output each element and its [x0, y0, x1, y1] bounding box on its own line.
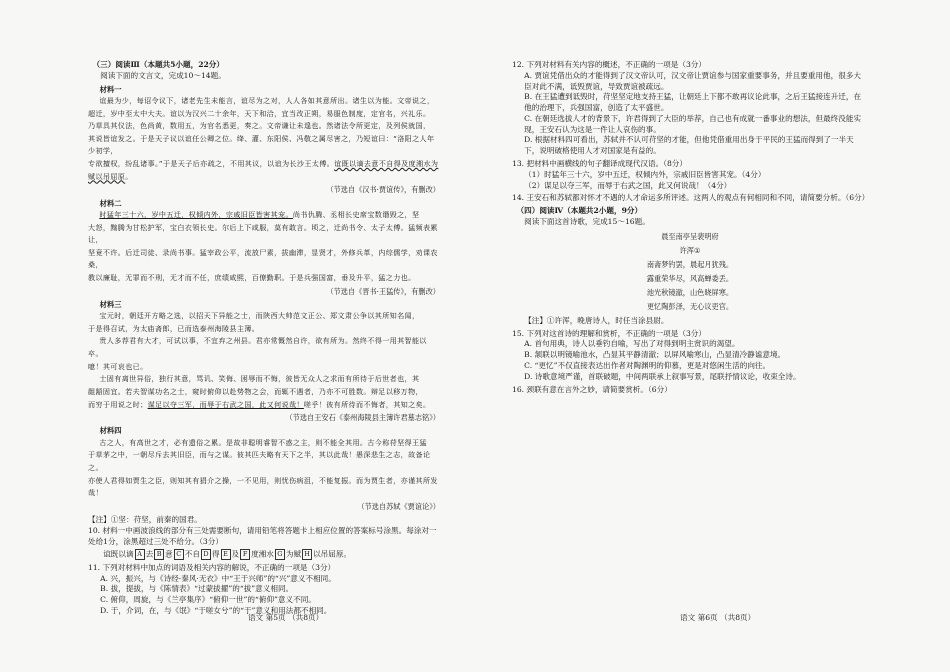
material-3-text — [88, 310, 440, 411]
question-15-stem: 15. 下列对这首诗的理解和赏析，不正确的一项是（3分） — [512, 328, 706, 338]
answer-box-b[interactable]: B — [154, 549, 164, 560]
wavy-underline-passage: 谊既以谪去意不自得及度湘水为赋以吊屈原 — [88, 159, 439, 181]
page-6-column — [512, 60, 868, 395]
instructions-3: 阅读下面的文言文，完成10～14题。 — [100, 70, 226, 80]
material-2-text — [88, 209, 440, 285]
underlined-sentence-1: 时猛年三十六，岁中五迁，权倾内外，宗戚旧臣皆害其宠。 — [99, 209, 293, 219]
material-4-line: 于草茅之中，一朝尽斥去其旧臣，而与之谋。彼其匹夫略有天下之半，其以此哉！愚深悲生之志，故备论之。 — [88, 450, 431, 473]
question-15-option-c: C. “更忆”不仅直接表达出作者对陶渊明的仰慕，更是对悠闲生活的向往。 — [524, 361, 771, 371]
question-13-stem: 13. 把材料中画横线的句子翻译成现代汉语。（8分） — [512, 159, 687, 169]
answer-box-a[interactable]: A — [135, 549, 145, 560]
material-1-line: 谊最为少，每诏令议下，诸老先生未能言，谊尽为之对，人人各如其意所出。诸生以为能。文帝说之， — [99, 95, 435, 105]
poem-title: 晨至南亭呈裴明府 — [661, 231, 719, 241]
question-13-item-2: （2）谋足以夺三军，而辱于右武之国，此又何说哉！（4分） — [524, 180, 732, 190]
question-12-option-d: D. 根据材料四可看出，苏轼并不认可苻坚的才能，但他凭借重用出身于平民的王猛而得到了一半天下，说明破格使用人才对国家是有益的。 — [524, 135, 854, 156]
question-15-option-a: A. 首句用典，诗人以垂钓自喻，写出了对得到明主赏识的渴望。 — [524, 339, 740, 349]
note-left: 【注】①坚：苻坚，前秦的国君。 — [88, 515, 202, 525]
page-5-footer: 语文 第5页 （共8页） — [248, 613, 324, 622]
material-4-text — [88, 437, 440, 500]
question-11-option-a: A. 兴，振兴，与《诗经·秦风·无衣》中“王于兴师”的“兴”意义不相同。 — [100, 573, 336, 583]
material-4-line: 古之人，有高世之才，必有遗俗之累。是故非聪明睿智不惑之主，则不能全其用。古今称苻坚得王猛 — [99, 437, 427, 447]
poem — [512, 230, 868, 314]
material-3-line: 而穷于用说之时；谋足以夺三军，而辱于右武之国，此又何说哉！嗟乎！彼有所待而不悔者，其知之矣。 — [88, 399, 431, 409]
material-1-line: 其说皆谊发之。于是天子议以谊任公卿之位。绛、灌、东阳侯、冯敬之属尽害之，乃短谊曰：“洛阳之人年少初学， — [88, 133, 435, 156]
answer-box-h[interactable]: H — [302, 549, 312, 560]
poem-line: 池光秋镜澈，山色晓屏寒。 — [646, 287, 734, 297]
page-6-footer: 语文 第6页 （共8页） — [680, 613, 756, 622]
material-3-source: （节选自王安石《泰州海陵县主簿许君墓志铭》） — [285, 413, 440, 423]
question-12-option-b: B. 在王猛遭到诋毁时，苻坚坚定地支持王猛，让朝廷上下都不敢再议论此事，之后王猛接连升迁，在他的治理下，兵强国富，创造了太平盛世。 — [524, 92, 862, 113]
material-2-line: 教以廉耻，无罪而不刑，无才而不任，庶绩咸熙，百僚勤职。于是兵强国富，垂及升平，猛之力也。 — [88, 273, 416, 282]
question-15-option-d: D. 诗歌意境严谨，首联破题，中间两联承上叙事写景，尾联抒情议论，收束全诗。 — [524, 371, 801, 381]
material-3-label: 材料三 — [99, 299, 122, 309]
material-4-label: 材料四 — [99, 426, 122, 436]
question-14: 14. 王安石和苏轼都对怀才不遇的人才命运多所评述。这两人的观点有何相同和不同，请简要分析。（6分） — [512, 193, 870, 203]
material-1-text — [88, 95, 440, 183]
material-2-line: 时猛年三十六，岁中五迁，权倾内外，宗戚旧臣皆害其宠。尚书仇腾、丞相长史席宝数谮毁之，坚 — [99, 209, 420, 219]
question-11-option-c: C. 俯仰，周旋，与《兰亭集序》“俯仰一世”的“俯仰”意义不同。 — [100, 595, 316, 605]
question-11-option-b: B. 拔，提拔，与《陈情表》“过蒙拔擢”的“拔”意义相同。 — [100, 584, 294, 594]
answer-box-f[interactable]: F — [240, 549, 250, 560]
question-11-stem: 11. 下列对材料中加点的词语及相关内容的解说，不正确的一项是（3分） — [88, 562, 336, 572]
answer-box-d[interactable]: D — [201, 549, 211, 560]
question-16: 16. 颈联有意在言外之妙，请简要赏析。（6分） — [512, 384, 672, 394]
material-1-line: 专欲擅权，纷乱诸事。”于是天子后亦疏之，不用其议，以谊为长沙王太傅。谊既以谪去意不自得及度湘水为赋以吊屈原。 — [88, 159, 439, 181]
material-3-line: 噫！其可哀也已。 — [88, 361, 148, 371]
material-1-line: 超迁，岁中至太中大夫。谊以为汉兴二十余年，天下和洽，宜当改正朔，易服色制度，定官名，兴礼乐。 — [88, 108, 431, 118]
material-1-label: 材料一 — [99, 84, 122, 94]
material-3-line: 于是得召试，为太庙斋郎，已而选泰州海陵县主簿。 — [88, 323, 260, 333]
question-12-option-a: A. 贾谊凭借出众的才能得到了汉文帝认可，汉文帝让贾谊参与国家重要事务，并且要重用他，很多大臣对此不满，诋毁贾谊，导致贾谊被疏远。 — [524, 70, 861, 91]
underlined-sentence-2: 谋足以夺三军，而辱于右武之国，此又何说哉！ — [147, 399, 304, 409]
material-2-line: 坚竟不许。后迁司徒、录尚书事。猛宰政公平，流放尸素，拔幽滞，显贤才，外修兵革，内综儒学，劝课农桑， — [88, 247, 438, 270]
question-12-option-c: C. 在朝廷选拔人才的背景下，许君得到了大臣的举荐，自己也有成就一番事业的想法，但最终没能实现，王安石认为这是一件让人哀伤的事。 — [524, 113, 862, 134]
material-4-source: （节选自苏轼《贾谊论》） — [357, 501, 440, 511]
poem-line: 露重荣华尽，风高蝉委丢。 — [646, 273, 734, 283]
note-right: 【注】①许浑，晚唐诗人，时任当涂县尉。 — [524, 315, 669, 325]
question-11-option-d: D. 于，介词，在，与《氓》“于嗟女兮”的“于”意义和用法都不相同。 — [100, 605, 332, 615]
question-15-option-b: B. 颔联以明镜喻池水，凸显其平静清澈；以屏风喻寒山，凸显清冷静谧意境。 — [524, 350, 786, 360]
instructions-4: 阅读下面这首诗歌，完成15～16题。 — [524, 216, 650, 226]
material-1-line: 乃草具其仪法，色尚黄，数用五，为官名悉更，奏之。文帝谦让未遑也。然诸法令所更定，及列侯就国， — [88, 121, 431, 131]
material-3-line: 士固有离世异俗，独行其意，骂讥、笑侮、困辱而不悔，彼皆无众人之求而有所待于后世者也，其 — [99, 374, 420, 384]
question-10-answer-line: 谊既以谪 A 去 B 意 C 不自 D 得 E 及 F 度湘水 G 为赋 H 以吊屈原。 — [103, 549, 352, 559]
poem-line: 南斋梦钓罢，晨起月犹残。 — [646, 259, 734, 269]
section-title-4: （四）阅读Ⅳ（本题共2小题，9分） — [516, 206, 643, 216]
answer-box-g[interactable]: G — [275, 549, 285, 560]
material-4-line: 亦使人君得如贾生之臣，则知其有狷介之操，一不见用，则忧伤病沮，不能复振。而为贾生者，亦谨其所发哉！ — [88, 475, 438, 498]
material-1-source: （节选自《汉书·贾谊传》，有删改） — [326, 185, 440, 195]
material-2-label: 材料二 — [99, 198, 122, 208]
answer-box-c[interactable]: C — [174, 549, 184, 560]
question-10-stem: 10. 材料一中画波浪线的部分有三处需要断句，请用铅笔将答题卡上相应位置的答案标号涂黑。每涂对一处给1分，涂黑超过三处不给分。（3分） — [88, 525, 437, 546]
material-3-line: 宝元时，朝廷开方略之选，以招天下异能之士，而陕西大帅范文正公、郑文肃公争以其所知名闻， — [99, 311, 420, 321]
question-13-item-1: （1）时猛年三十六，岁中五迁，权倾内外，宗戚旧臣皆害其宠。（4分） — [524, 169, 766, 179]
question-12-stem: 12. 下列对材料有关内容的概述，不正确的一项是（3分） — [512, 60, 706, 69]
material-3-line: 贵人多荐君有大才，可试以事，不宜弃之州县。君亦常慨然自许，欲有所为。然终不得一用其智能以卒。 — [88, 336, 427, 359]
material-2-source: （节选自《晋书·王猛传》，有删改） — [326, 286, 440, 296]
poem-line: 更忆陶彭泽，无心议吏官。 — [646, 301, 734, 311]
poem-author: 许浑① — [679, 245, 701, 255]
page-5-column — [88, 60, 440, 617]
answer-box-e[interactable]: E — [221, 549, 231, 560]
section-title-3: （三）阅读Ⅲ（本题共5小题，22分） — [92, 60, 224, 69]
material-2-line: 大怒，黜腾为甘松护军，宝白衣领长史。尔后上下咸服，莫有敢言。顷之，迁尚书令、太子太傅。猛频表累让， — [88, 222, 438, 245]
material-3-line: 龃龉固宜。若夫智谋功名之士，窥时俯仰以赴势物之会，而辄不遇者，乃亦不可胜数。辩足以移万物， — [88, 386, 423, 396]
